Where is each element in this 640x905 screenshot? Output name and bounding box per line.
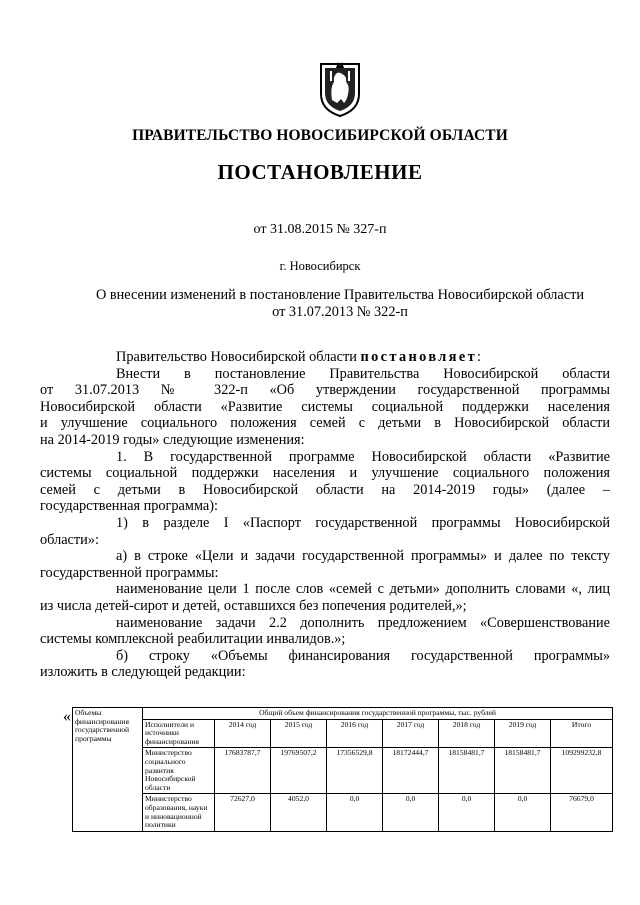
body-line: государственная программа):: [40, 498, 218, 515]
organization-title: ПРАВИТЕЛЬСТВО НОВОСИБИРСКОЙ ОБЛАСТИ: [132, 127, 508, 144]
table-cell: 0,0: [327, 794, 383, 831]
table-cell: 109299232,8: [551, 748, 613, 794]
row-name: Министерство образования, науки и инновационной политики: [143, 794, 215, 831]
coat-of-arms-icon: [317, 58, 363, 118]
date-number: от 31.08.2015 № 327-п: [253, 222, 387, 237]
column-header: Исполнители и источники финансирования: [143, 719, 215, 748]
subject-line: О внесении изменений в постановление Правительства Новосибирской области: [95, 287, 585, 303]
body-line: изложить в следующей редакции:: [40, 664, 246, 681]
body-line: [72, 349, 610, 366]
body-line: системы комплексной реабилитации инвалидов.»;: [40, 631, 346, 648]
table-cell: 0,0: [383, 794, 439, 831]
table-cell: 17683787,7: [215, 748, 271, 794]
opening-quote: «: [63, 708, 71, 725]
table-cell: 72627,0: [215, 794, 271, 831]
financing-table: [72, 707, 613, 832]
body-line: наименование задачи 2.2 дополнить предложением «Совершенствование: [116, 614, 610, 631]
table-row: [73, 748, 613, 794]
body-line: системы социальной поддержки населения и улучшение социального положения: [40, 465, 610, 482]
table-cell: 0,0: [495, 794, 551, 831]
column-header: 2014 год: [215, 719, 271, 748]
subject-line: от 31.07.2013 № 322-п: [272, 303, 408, 320]
column-header: Итого: [551, 719, 613, 748]
table-row: [73, 719, 613, 748]
body-line: государственной программы:: [40, 564, 219, 581]
body-line: Внести в постановление Правительства Новосибирской области: [116, 365, 610, 382]
table-caption: Общий объем финансирования государственной программы, тыс. рублей: [143, 708, 613, 720]
body-line: и улучшение социального положения семей с детьми в Новосибирской области: [40, 415, 610, 432]
column-header: 2017 год: [383, 719, 439, 748]
table-cell: 17356529,8: [327, 748, 383, 794]
resolve-word: постановляет: [360, 349, 478, 365]
body-line: 1) в разделе I «Паспорт государственной программы Новосибирской: [116, 514, 610, 531]
body-line: а) в строке «Цели и задачи государственной программы» и далее по тексту: [116, 548, 610, 565]
body-line: от 31.07.2013 № 322-п «Об утверждении государственной программы: [40, 382, 610, 399]
body-line: из числа детей-сирот и детей, оставшихся без попечения родителей,»;: [40, 597, 467, 614]
table-cell: 18158481,7: [439, 748, 495, 794]
column-header: 2019 год: [495, 719, 551, 748]
body-line: области»:: [40, 531, 99, 548]
column-header: 2018 год: [439, 719, 495, 748]
table-row: [73, 794, 613, 831]
table-cell: 76679,0: [551, 794, 613, 831]
column-header: 2015 год: [271, 719, 327, 748]
document-type: ПОСТАНОВЛЕНИЕ: [217, 160, 423, 184]
row-label: Объемы финансирования государственной программы: [73, 708, 143, 832]
document-body: [40, 349, 610, 681]
table-cell: 0,0: [439, 794, 495, 831]
body-line: Новосибирской области «Развитие системы социальной поддержки населения: [40, 398, 610, 415]
table-cell: 18158481,7: [495, 748, 551, 794]
body-text: Правительство Новосибирской области: [116, 349, 361, 365]
document-subject: [60, 287, 620, 320]
body-line: б) строку «Объемы финансирования государственной программы»: [116, 647, 610, 664]
body-line: семей с детьми в Новосибирской области на 2014-2019 годы» (далее –: [40, 481, 610, 498]
table-cell: 19769507,2: [271, 748, 327, 794]
body-line: 1. В государственной программе Новосибирской области «Развитие: [116, 448, 610, 465]
body-text: :: [477, 349, 482, 365]
body-line: на 2014-2019 годы» следующие изменения:: [40, 431, 305, 448]
table-cell: 18172444,7: [383, 748, 439, 794]
city: г. Новосибирск: [279, 259, 361, 273]
table-cell: 4052,0: [271, 794, 327, 831]
row-name: Министерство социального развития Новосибирской области: [143, 748, 215, 794]
table-row: [73, 708, 613, 720]
column-header: 2016 год: [327, 719, 383, 748]
body-line: наименование цели 1 после слов «семей с детьми» дополнить словами «, лиц: [116, 581, 610, 598]
